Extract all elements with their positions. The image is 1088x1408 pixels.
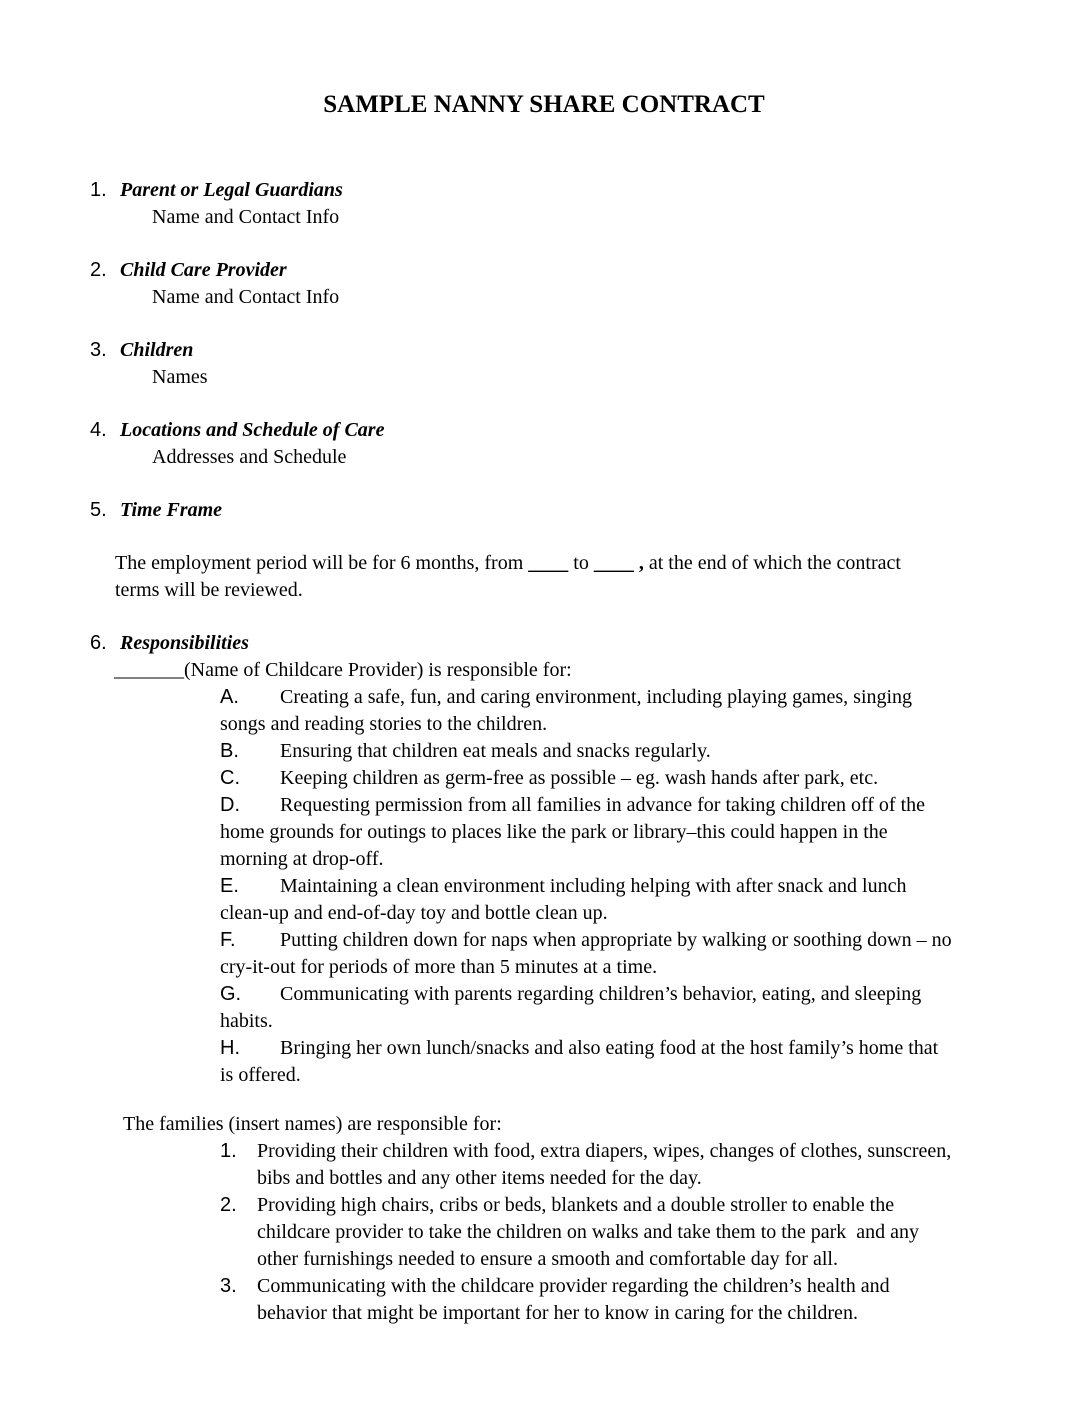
paragraph-line: terms will be reviewed. [115,579,303,601]
item-line [220,873,1088,900]
item-text: Maintaining a clean environment including helping with after snack and lunch [280,875,907,897]
provider-intro-line [114,657,1088,684]
section-subtext: Name and Contact Info [152,286,340,308]
item-line: is offered. [220,1064,301,1086]
paragraph-text: at the end of which the contract [643,552,901,574]
lettered-item [220,765,1088,792]
lettered-item [220,684,1088,738]
item-line: behavior that might be important for her to know in caring for the children. [257,1302,858,1324]
blank-underline: _______ [114,659,184,681]
item-line: morning at drop-off. [220,848,384,870]
section-locations-schedule [90,417,1088,471]
lettered-item [220,927,1088,981]
letter-marker: F. [220,929,236,951]
item-line [220,927,1088,954]
lettered-item [220,792,1088,873]
item-line: cry-it-out for periods of more than 5 minutes at a time. [220,956,658,978]
family-number: 3. [220,1275,237,1297]
section-number: 3. [90,339,107,361]
section-heading-row [90,497,1088,524]
families-responsibility-list [220,1138,1088,1327]
item-line: habits. [220,1010,273,1032]
section-subtext: Name and Contact Info [152,206,340,228]
section-heading-row [90,257,1088,284]
item-line: childcare provider to take the children on walks and take them to the park and any [257,1221,919,1243]
section-subtext: Addresses and Schedule [152,446,347,468]
paragraph-text: The employment period will be for 6 months, from [115,552,529,574]
section-heading-row [90,630,1088,657]
section-heading-row [90,337,1088,364]
document-title: SAMPLE NANNY SHARE CONTRACT [323,91,765,118]
section-time-frame [90,497,1088,524]
families-intro-line: The families (insert names) are responsible for: [123,1113,502,1135]
item-text: Requesting permission from all families in advance for taking children off of the [280,794,926,816]
section-responsibilities [90,630,1088,657]
item-text: Ensuring that children eat meals and snacks regularly. [280,740,711,762]
section-heading-row [90,417,1088,444]
item-line: clean-up and end-of-day toy and bottle clean up. [220,902,608,924]
item-line: other furnishings needed to ensure a smooth and comfortable day for all. [257,1248,838,1270]
section-number: 2. [90,259,107,281]
section-number: 1. [90,179,107,201]
lettered-item [220,738,1088,765]
section-heading: Parent or Legal Guardians [120,179,343,201]
lettered-item [220,873,1088,927]
item-text: Providing their children with food, extra diapers, wipes, changes of clothes, sunscreen, [257,1140,952,1162]
family-number: 2. [220,1194,237,1216]
item-text: Bringing her own lunch/snacks and also eating food at the host family’s home that [280,1037,939,1059]
lettered-item [220,1035,1088,1089]
section-subtext: Names [152,366,208,388]
letter-marker: E. [220,875,239,897]
item-text: Providing high chairs, cribs or beds, blankets and a double stroller to enable the [257,1194,895,1216]
section-heading: Responsibilities [120,632,249,654]
family-number: 1. [220,1140,237,1162]
letter-marker: G. [220,983,242,1005]
section-number: 5. [90,499,107,521]
lettered-item [220,981,1088,1035]
item-line [220,1273,1088,1300]
item-line [220,1035,1088,1062]
section-childcare-provider [90,257,1088,311]
letter-marker: A. [220,686,239,708]
item-line [220,765,1088,792]
item-line: songs and reading stories to the children. [220,713,548,735]
item-line [220,1138,1088,1165]
item-line [220,684,1088,711]
item-text: Communicating with the childcare provider regarding the children’s health and [257,1275,890,1297]
item-text: Keeping children as germ-free as possible – eg. wash hands after park, etc. [280,767,879,789]
section-number: 4. [90,419,107,441]
section-heading: Child Care Provider [120,259,287,281]
item-line: home grounds for outings to places like the park or library–this could happen in the [220,821,888,843]
family-item [220,1138,1088,1192]
provider-responsibility-list [220,684,1088,1089]
item-text: Creating a safe, fun, and caring environment, including playing games, singing [280,686,913,708]
item-text: Putting children down for naps when appropriate by walking or soothing down – no [280,929,952,951]
letter-marker: B. [220,740,239,762]
section-heading: Locations and Schedule of Care [120,419,385,441]
provider-intro-text: (Name of Childcare Provider) is responsible for: [184,659,572,681]
family-item [220,1273,1088,1327]
item-line [220,981,1088,1008]
letter-marker: H. [220,1037,240,1059]
section-heading: Time Frame [120,499,223,521]
item-line [220,1192,1088,1219]
section-heading: Children [120,339,194,361]
family-item [220,1192,1088,1273]
item-line: bibs and bottles and any other items needed for the day. [257,1167,702,1189]
item-line [220,738,1088,765]
section-number: 6. [90,632,107,654]
item-text: Communicating with parents regarding children’s behavior, eating, and sleeping [280,983,922,1005]
paragraph-text: to [568,552,594,574]
section-parent-guardians [90,177,1088,231]
blank-underline: ____ , [593,552,644,574]
paragraph-line [115,550,1088,577]
letter-marker: D. [220,794,240,816]
section-children [90,337,1088,391]
timeframe-paragraph [115,550,1088,604]
blank-underline: ____ [528,552,569,574]
section-heading-row [90,177,1088,204]
letter-marker: C. [220,767,240,789]
item-line [220,792,1088,819]
